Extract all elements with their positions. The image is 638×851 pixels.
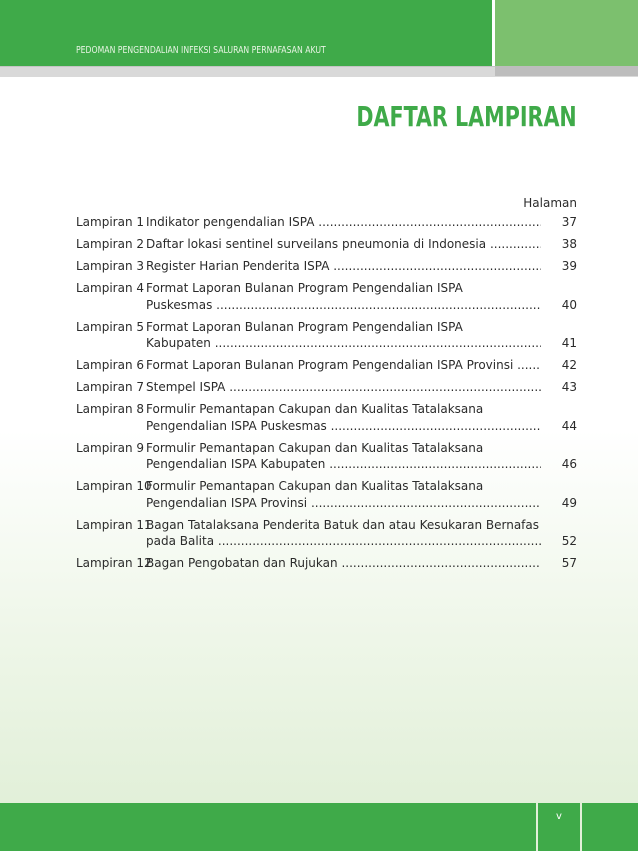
appendix-title-line: Stempel ISPA ..... — [146, 379, 541, 396]
appendix-label: Lampiran 6 — [76, 358, 145, 372]
appendix-title — [146, 214, 541, 231]
appendix-title-line: Format Laporan Bulanan Program Pengendalian ISPA — [146, 281, 463, 295]
page-number: v — [556, 811, 562, 822]
appendix-title-line: Pengendalian ISPA Puskesmas ..... — [146, 418, 541, 435]
appendix-entry — [76, 258, 577, 275]
appendix-label: Lampiran 9 — [76, 440, 145, 455]
appendix-title-line: Puskesmas ..... — [146, 297, 541, 314]
appendix-page-number: 40 — [561, 297, 577, 312]
appendix-entry — [76, 401, 577, 434]
page-footer — [0, 803, 638, 851]
appendix-title-line: Indikator pengendalian ISPA ..... — [146, 214, 541, 231]
running-header-title: PEDOMAN PENGENDALIAN INFEKSI SALURAN PERNAFASAN AKUT — [76, 45, 326, 56]
appendix-page-number: 44 — [561, 418, 577, 433]
appendix-title-line: Format Laporan Bulanan Program Pengendalian ISPA — [146, 319, 463, 334]
appendix-title-line: Formulir Pemantapan Cakupan dan Kualitas Tatalaksana — [146, 402, 484, 416]
appendix-page-number: 57 — [561, 556, 577, 570]
appendix-title — [146, 357, 541, 374]
appendix-label: Lampiran 12 — [76, 556, 152, 570]
appendix-title-line: pada Balita ..... — [146, 533, 541, 550]
appendix-page-number: 39 — [561, 259, 577, 273]
appendix-entry — [76, 517, 577, 550]
footer-right-block — [582, 803, 638, 851]
appendix-title-line: Bagan Tatalaksana Penderita Batuk dan atau Kesukaran Bernafas — [146, 517, 540, 532]
appendix-entry — [76, 440, 577, 473]
appendix-title — [146, 478, 541, 511]
appendix-label: Lampiran 1 — [76, 215, 145, 229]
appendix-title — [146, 258, 541, 275]
appendix-label: Lampiran 3 — [76, 259, 145, 273]
appendix-label: Lampiran 2 — [76, 237, 145, 251]
appendix-title-line: Register Harian Penderita ISPA ..... — [146, 258, 541, 275]
appendix-entry — [76, 236, 577, 253]
appendix-list — [76, 214, 577, 577]
appendix-label: Lampiran 11 — [76, 517, 152, 532]
appendix-title — [146, 319, 541, 352]
appendix-title — [146, 401, 541, 434]
appendix-entry — [76, 319, 577, 352]
appendix-entry — [76, 214, 577, 231]
appendix-title-line: Kabupaten ..... — [146, 335, 541, 352]
appendix-title-line: Pengendalian ISPA Kabupaten ..... — [146, 456, 541, 473]
appendix-title-line: Formulir Pemantapan Cakupan dan Kualitas Tatalaksana — [146, 440, 484, 455]
appendix-title — [146, 555, 541, 572]
appendix-page-number: 41 — [561, 336, 577, 350]
appendix-label: Lampiran 7 — [76, 380, 145, 394]
page-column-header: Halaman — [523, 196, 577, 210]
appendix-title-line: Formulir Pemantapan Cakupan dan Kualitas Tatalaksana — [146, 479, 484, 493]
appendix-title — [146, 517, 541, 550]
page-title: DAFTAR LAMPIRAN — [356, 100, 577, 133]
page-header — [0, 0, 638, 68]
header-green-bar — [0, 0, 492, 66]
header-accent-block — [495, 0, 638, 66]
appendix-title-line: Daftar lokasi sentinel surveilans pneumonia di Indonesia ..... — [146, 236, 541, 253]
appendix-page-number: 38 — [561, 237, 577, 251]
appendix-title — [146, 440, 541, 473]
footer-green-bar — [0, 803, 536, 851]
appendix-entry — [76, 357, 577, 374]
appendix-page-number: 42 — [561, 358, 577, 372]
appendix-title — [146, 379, 541, 396]
header-gray-band-accent — [495, 66, 638, 76]
appendix-page-number: 43 — [561, 380, 577, 394]
appendix-entry — [76, 379, 577, 396]
appendix-page-number: 46 — [561, 457, 577, 471]
appendix-entry — [76, 280, 577, 313]
appendix-label: Lampiran 8 — [76, 402, 145, 416]
appendix-title-line: Pengendalian ISPA Provinsi ..... — [146, 495, 541, 512]
appendix-page-number: 37 — [561, 215, 577, 229]
appendix-page-number: 49 — [561, 495, 577, 510]
appendix-label: Lampiran 4 — [76, 281, 145, 295]
appendix-label: Lampiran 5 — [76, 319, 145, 334]
appendix-entry — [76, 478, 577, 511]
appendix-entry — [76, 555, 577, 572]
appendix-title — [146, 280, 541, 313]
appendix-title-line: Format Laporan Bulanan Program Pengendalian ISPA Provinsi ..... — [146, 357, 541, 374]
appendix-label: Lampiran 10 — [76, 479, 152, 493]
appendix-page-number: 52 — [561, 534, 577, 548]
appendix-title-line: Bagan Pengobatan dan Rujukan ..... — [146, 555, 541, 572]
appendix-title — [146, 236, 541, 253]
